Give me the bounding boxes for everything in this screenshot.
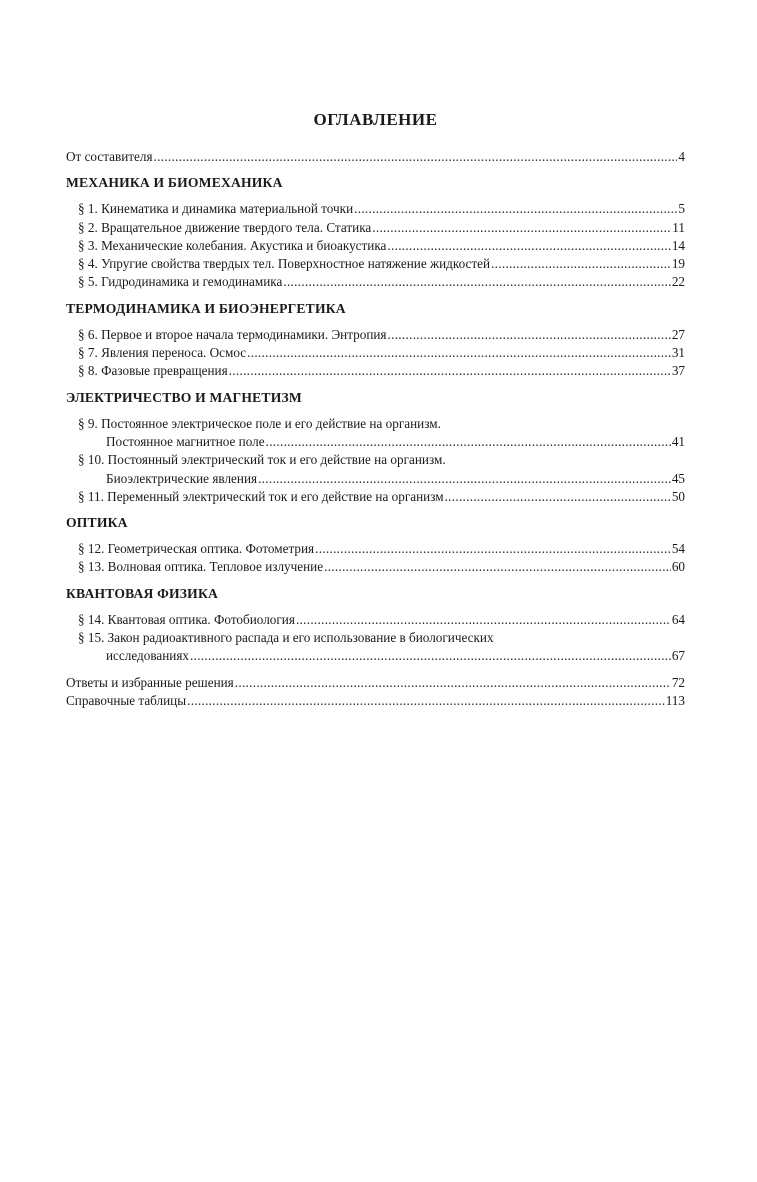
toc-entry[interactable] [66,219,685,237]
toc-entry-answers[interactable] [66,674,685,692]
dot-leader [266,433,671,451]
toc-entry[interactable] [66,344,685,362]
toc-entry-label: Справочные таблицы [66,692,187,708]
dot-leader [235,674,671,692]
toc-page-number: 22 [671,274,685,290]
section-heading: ТЕРМОДИНАМИКА И БИОЭНЕРГЕТИКА [66,300,346,316]
toc-page-number: 64 [671,611,685,627]
toc-entry[interactable] [66,540,685,558]
dot-leader [491,255,671,273]
toc-page-number: 27 [671,326,685,342]
dot-leader [187,692,665,710]
page-title: ОГЛАВЛЕНИЕ [313,110,438,129]
table-of-contents [66,148,685,710]
section-heading: МЕХАНИКА И БИОМЕХАНИКА [66,175,283,191]
dot-leader [258,470,671,488]
toc-entry-label: § 10. Постоянный электрический ток и его действие на организм. [78,452,446,468]
section-heading: КВАНТОВАЯ ФИЗИКА [66,585,219,601]
dot-leader [387,237,670,255]
dot-leader [190,647,671,665]
section-heading: ОПТИКА [66,515,128,531]
toc-entry[interactable] [66,415,685,452]
dot-leader [445,488,671,506]
toc-page-number: 45 [671,470,685,486]
dot-leader [154,148,678,166]
dot-leader [283,273,670,291]
toc-entry[interactable] [66,488,685,506]
toc-page-number: 5 [678,201,685,217]
toc-page-number: 31 [671,345,685,361]
section-heading: ЭЛЕКТРИЧЕСТВО И МАГНЕТИЗМ [66,389,302,405]
toc-entry-label: § 5. Гидродинамика и гемодинамика [78,274,283,290]
toc-entry-label: § 13. Волновая оптика. Тепловое излучение [78,559,324,575]
toc-entry[interactable] [66,362,685,380]
toc-page-number: 41 [671,433,685,449]
toc-entry[interactable] [66,611,685,629]
toc-page-number: 54 [671,541,685,557]
toc-entry-label: § 3. Механические колебания. Акустика и биоакустика [78,237,387,253]
dot-leader [315,540,671,558]
toc-entry-label: Биоэлектрические явления [106,470,258,486]
toc-entry-label: § 6. Первое и второе начала термодинамики. Энтропия [78,326,387,342]
toc-entry-label: § 8. Фазовые превращения [78,363,228,379]
toc-entry-label: Постоянное магнитное поле [106,433,265,449]
dot-leader [354,200,677,218]
toc-entry-label: § 4. Упругие свойства твердых тел. Поверхностное натяжение жидкостей [78,256,491,272]
toc-page-number: 11 [672,219,685,235]
toc-entry[interactable] [66,237,685,255]
spacer [66,666,685,674]
toc-entry[interactable] [66,326,685,344]
toc-entry[interactable] [66,629,685,666]
toc-page-number: 72 [671,674,685,690]
toc-page-number: 37 [671,363,685,379]
dot-leader [372,219,671,237]
toc-entry-label: § 11. Переменный электрический ток и его действие на организм [78,488,444,504]
dot-leader [229,362,671,380]
toc-entry[interactable] [66,451,685,488]
dot-leader [296,611,671,629]
toc-sections [66,174,685,665]
dot-leader [247,344,671,362]
toc-entry[interactable] [66,558,685,576]
dot-leader [324,558,671,576]
toc-entry-preface[interactable] [66,148,685,166]
dot-leader [388,326,671,344]
toc-entry-label: § 15. Закон радиоактивного распада и его использование в биологических [78,630,494,646]
toc-page-number: 113 [665,692,685,708]
toc-entry-tables[interactable] [66,692,685,710]
toc-page-number: 4 [678,149,685,164]
toc-page-number: 19 [671,256,685,272]
toc-page-number: 50 [671,488,685,504]
toc-page-number: 14 [671,237,685,253]
toc-entry[interactable] [66,273,685,291]
toc-entry-label: § 7. Явления переноса. Осмос [78,345,247,361]
toc-entry-label: § 1. Кинематика и динамика материальной точки [78,201,354,217]
toc-entry-label: § 9. Постоянное электрическое поле и его действие на организм. [78,415,441,431]
toc-entry-label: От составителя [66,149,153,164]
toc-entry-label: Ответы и избранные решения [66,674,234,690]
toc-page-number: 67 [671,648,685,664]
toc-entry-label: § 14. Квантовая оптика. Фотобиология [78,611,295,627]
toc-entry-label: § 2. Вращательное движение твердого тела. Статика [78,219,372,235]
toc-entry-label: § 12. Геометрическая оптика. Фотометрия [78,541,315,557]
toc-entry[interactable] [66,200,685,218]
toc-page-number: 60 [671,559,685,575]
toc-entry[interactable] [66,255,685,273]
toc-entry-label: исследованиях [106,648,190,664]
